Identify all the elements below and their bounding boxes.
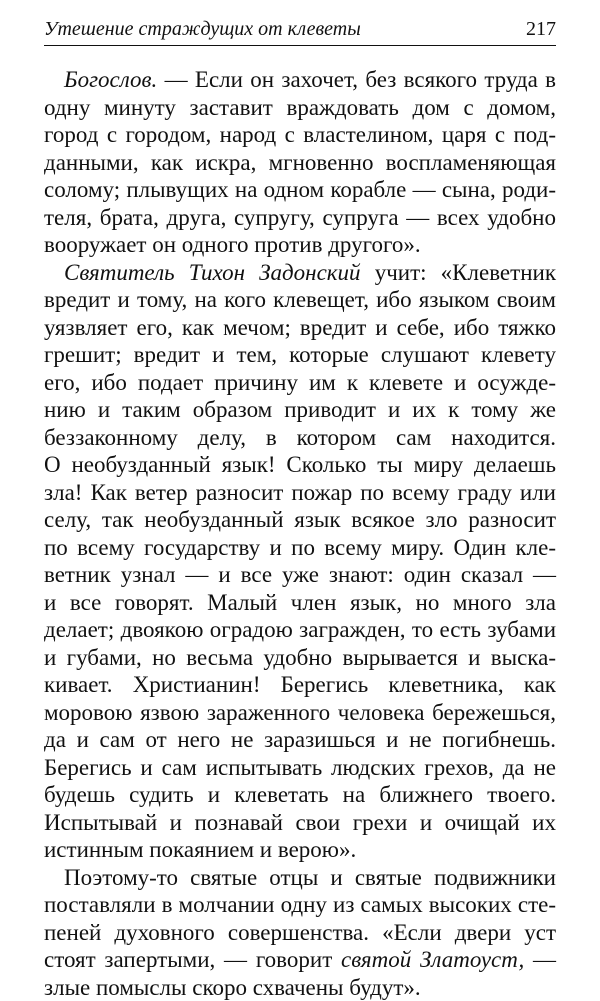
text-line: одну минуту заставит враждовать дом с домом,	[44, 94, 556, 122]
text-line: ветник узнал — и все уже знают: один сказал —	[44, 561, 556, 589]
text-line: данными, как искра, мгновенно воспламеняющая	[44, 149, 556, 177]
page-number: 217	[526, 16, 556, 42]
text-line: делает; двоякою оградою загражден, то есть зубами	[44, 616, 556, 644]
text-line: будешь судить и клеветать на ближнего твоего.	[44, 781, 556, 809]
text-line: нию и таким образом приводит и их к тому же	[44, 396, 556, 424]
text-line: и все говорят. Малый член язык, но много зла	[44, 589, 556, 617]
text-line: Испытывай и познавай свои грехи и очищай их	[44, 809, 556, 837]
text-line: злые помыслы скоро схвачены будут».	[44, 974, 556, 1001]
text-line: истинным покаянием и верою».	[44, 836, 556, 864]
running-title: Утешение страждущих от клеветы	[44, 16, 361, 42]
text-line: грешит; вредит и тем, которые слушают клевету	[44, 341, 556, 369]
text-line: теля, брата, друга, супругу, супруга — всех удобно	[44, 204, 556, 232]
text-line: О необузданный язык! Сколько ты миру делаешь	[44, 451, 556, 479]
book-page	[44, 16, 556, 1001]
text-line: зла! Как ветер разносит пожар по всему граду или	[44, 479, 556, 507]
running-head	[44, 16, 556, 46]
text-line: стоят запертыми, — говорит святой Златоуст, —	[44, 946, 556, 974]
cited-author: святой Златоуст,	[341, 947, 524, 972]
paragraph-1	[44, 66, 556, 259]
speaker-name: Богослов.	[64, 67, 157, 92]
text-line: моровою язвою зараженного человека бережешься,	[44, 699, 556, 727]
body-text	[44, 66, 556, 1001]
text-line: его, ибо подает причину им к клевете и осужде-	[44, 369, 556, 397]
text-line: Берегись и сам испытывать людских грехов, да не	[44, 754, 556, 782]
text-line: Богослов. — Если он захочет, без всякого труда в	[44, 66, 556, 94]
text-line: Поэтому-то святые отцы и святые подвижники	[44, 864, 556, 892]
text-line: Святитель Тихон Задонский учит: «Клеветник	[44, 259, 556, 287]
text-line: кивает. Христианин! Берегись клеветника, как	[44, 671, 556, 699]
text-line: вооружает он одного против другого».	[44, 231, 556, 259]
text-line: да и сам от него не заразишься и не погибнешь.	[44, 726, 556, 754]
text-line: уязвляет его, как мечом; вредит и себе, ибо тяжко	[44, 314, 556, 342]
cited-author: Святитель Тихон Задонский	[64, 260, 361, 285]
text-line: солому; плывущих на одном корабле — сына, роди-	[44, 176, 556, 204]
text-line: пеней духовного совершенства. «Если двери уст	[44, 919, 556, 947]
text-line: город с городом, народ с властелином, царя с под-	[44, 121, 556, 149]
text-line: вредит и тому, на кого клевещет, ибо языком своим	[44, 286, 556, 314]
text-line: беззаконному делу, в котором сам находится.	[44, 424, 556, 452]
text-line: поставляли в молчании одну из самых высоких сте-	[44, 891, 556, 919]
paragraph-2	[44, 259, 556, 864]
text-line: селу, так необузданный язык всякое зло разносит	[44, 506, 556, 534]
text-line: по всему государству и по всему миру. Один кле-	[44, 534, 556, 562]
paragraph-3	[44, 864, 556, 1001]
text-line: и губами, но весьма удобно вырывается и выска-	[44, 644, 556, 672]
